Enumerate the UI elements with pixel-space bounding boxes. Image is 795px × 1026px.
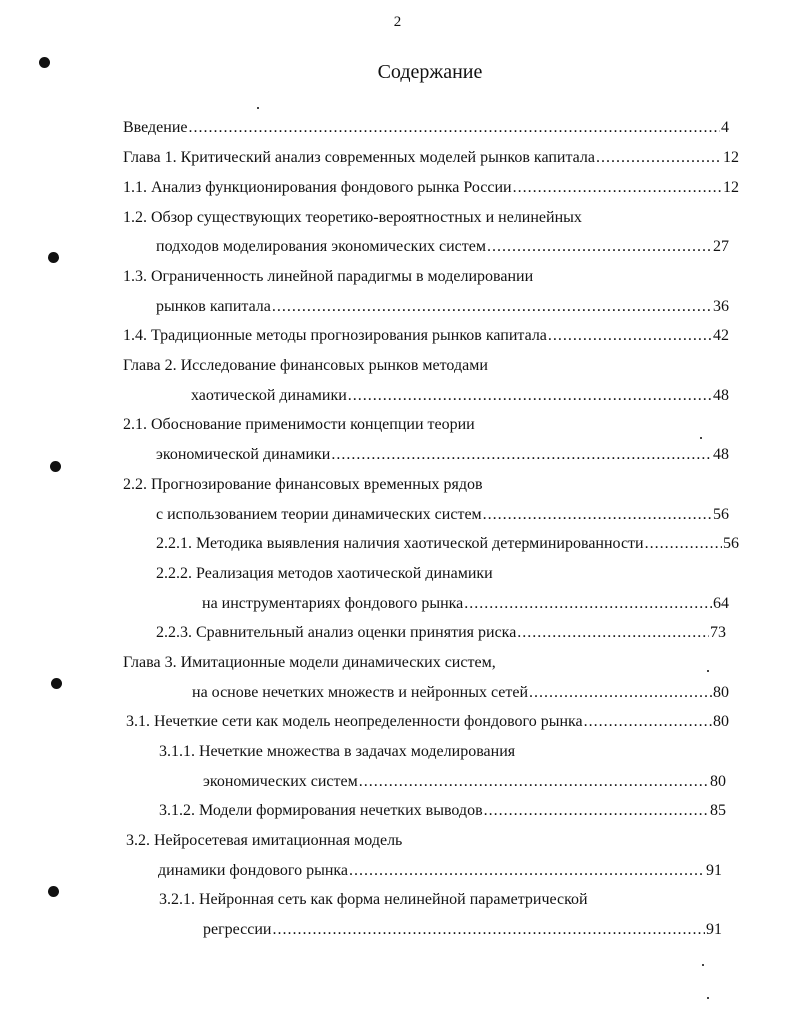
toc-page-number: 80 — [713, 684, 729, 701]
toc-page-number: 64 — [713, 595, 729, 612]
toc-entry-2-2-2-cont: на инструментариях фондового рынка ..... 64 — [202, 594, 729, 614]
toc-entry-2-1-cont: экономической динамики ..... 48 — [156, 445, 729, 465]
toc-entry-1-3: 1.3. Ограниченность линейной парадигмы в моделировании — [123, 268, 534, 285]
toc-entry-intro: Введение ..... 4 — [123, 118, 729, 138]
toc-entry-3-2-1-cont: регрессии ..... 91 — [203, 920, 722, 940]
toc-page-number: 4 — [721, 119, 729, 136]
toc-entry-3-2-1: 3.2.1. Нейронная сеть как форма нелинейной параметрической — [159, 891, 588, 908]
toc-page-number: 36 — [713, 298, 729, 315]
toc-page-number: 48 — [713, 387, 729, 404]
toc-entry-chapter-2-cont: хаотической динамики ..... 48 — [191, 386, 729, 406]
toc-entry-1-1: 1.1. Анализ функционирования фондового рынка России ..... 12 — [123, 178, 739, 198]
toc-page-number: 56 — [723, 535, 739, 552]
toc-entry-1-2-cont: подходов моделирования экономических систем ..... 27 — [156, 237, 729, 257]
toc-entry-2-2-2: 2.2.2. Реализация методов хаотической динамики — [156, 565, 493, 582]
page-number: 2 — [393, 14, 402, 30]
toc-page-number: 80 — [710, 773, 726, 790]
toc-entry-3-2: 3.2. Нейросетевая имитационная модель — [126, 832, 403, 849]
toc-entry-3-1-1-cont: экономических систем ..... 80 — [203, 772, 726, 792]
toc-entry-3-1: 3.1. Нечеткие сети как модель неопределенности фондового рынка ..... 80 — [126, 712, 729, 732]
toc-entry-2-2-3: 2.2.3. Сравнительный анализ оценки принятия риска ..... 73 — [156, 623, 726, 643]
toc-page-number: 12 — [723, 149, 739, 166]
toc-page-number: 42 — [713, 327, 729, 344]
toc-entry-2-2-cont: с использованием теории динамических систем ..... 56 — [156, 505, 729, 525]
toc-entry-2-1: 2.1. Обоснование применимости концепции теории — [123, 416, 475, 433]
toc-page-number: 91 — [706, 862, 722, 879]
page-title: Содержание — [377, 61, 483, 83]
toc-page-number: 73 — [710, 624, 726, 641]
toc-entry-3-2-cont: динамики фондового рынка ..... 91 — [158, 861, 722, 881]
toc-page-number: 27 — [713, 238, 729, 255]
toc-entry-1-4: 1.4. Традиционные методы прогнозирования рынков капитала ..... 42 — [123, 326, 729, 346]
toc-page-number: 12 — [723, 179, 739, 196]
toc-entry-chapter-2: Глава 2. Исследование финансовых рынков методами — [123, 357, 488, 374]
toc-entry-3-1-2: 3.1.2. Модели формирования нечетких выводов ..... 85 — [159, 801, 726, 821]
toc-entry-2-2-1: 2.2.1. Методика выявления наличия хаотической детерминированности ..... 56 — [156, 534, 739, 554]
toc-entry-2-2: 2.2. Прогнозирование финансовых временных рядов — [123, 476, 483, 493]
toc-entry-chapter-3-cont: на основе нечетких множеств и нейронных сетей ..... 80 — [192, 683, 729, 703]
toc-page-number: 85 — [710, 802, 726, 819]
toc-entry-chapter-3: Глава 3. Имитационные модели динамических систем, — [123, 654, 496, 671]
toc-page-number: 48 — [713, 446, 729, 463]
toc-page-number: 80 — [713, 713, 729, 730]
toc-entry-3-1-1: 3.1.1. Нечеткие множества в задачах моделирования — [159, 743, 516, 760]
toc-page-number: 56 — [713, 506, 729, 523]
toc-page-number: 91 — [706, 921, 722, 938]
toc-entry-1-3-cont: рынков капитала ..... 36 — [156, 297, 729, 317]
toc-entry-chapter-1: Глава 1. Критический анализ современных моделей рынков капитала ..... 12 — [123, 148, 739, 168]
toc-entry-1-2: 1.2. Обзор существующих теоретико-вероятностных и нелинейных — [123, 209, 582, 226]
